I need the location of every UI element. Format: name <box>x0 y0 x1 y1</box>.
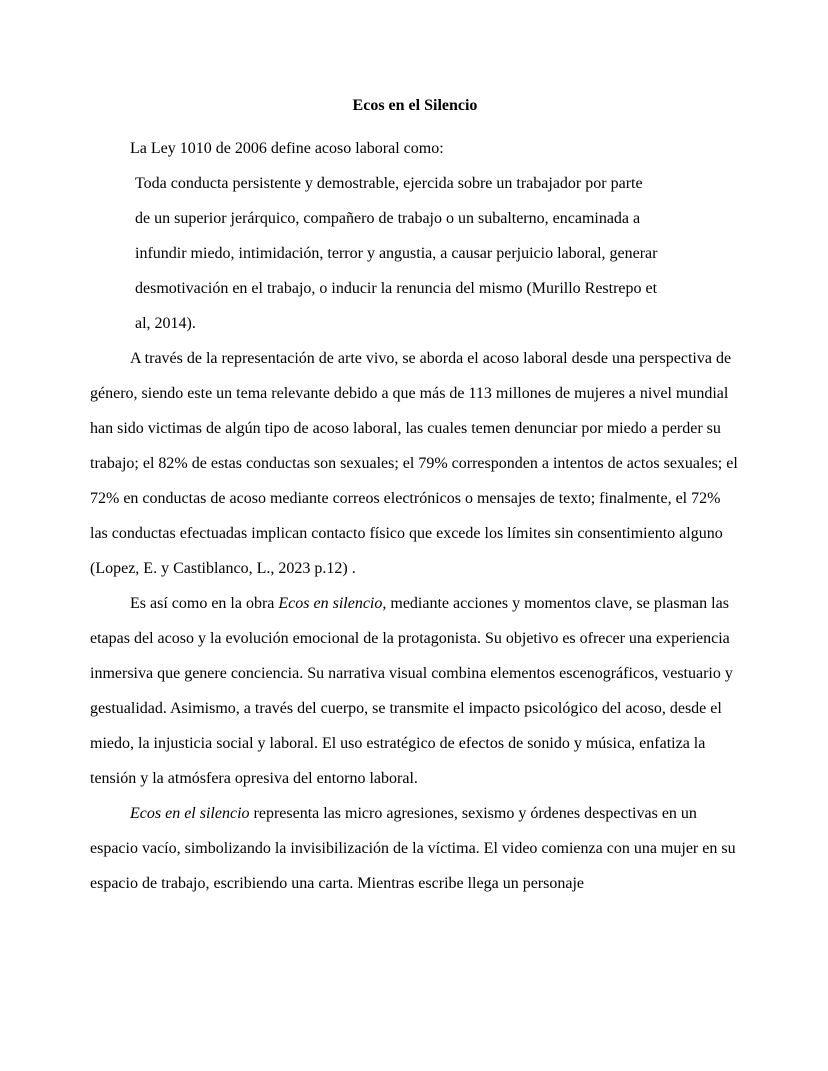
document-title: Ecos en el Silencio <box>352 97 478 114</box>
text-run: Es así como en la obra <box>130 595 279 612</box>
text-run: representa las micro agresiones, sexismo y órdenes despectivas en un espacio vacío, simbolizando la invisibilización de la víctima. El video comienza con una mujer en su espacio de trabajo, escribiendo una carta. Mientras escribe llega un personaje <box>90 805 736 892</box>
block-quote: Toda conducta persistente y demostrable, ejercida sobre un trabajador por parte de un superior jerárquico, compañero de trabajo o un subalterno, encaminada a infundir miedo, intimidación, terror y angustia, a causar perjuicio laboral, generar desmotivación en el trabajo, o inducir la renuncia del mismo (Murillo Restrepo et al, 2014). <box>135 175 658 332</box>
paragraph-representa <box>90 796 740 901</box>
text-run: mediante acciones y momentos clave, se plasman las etapas del acoso y la evolución emocional de la protagonista. Su objetivo es ofrecer una experiencia inmersiva que genere conciencia. Su narrativa visual combina elementos escenográficos, vestuario y gestualidad. Asimismo, a través del cuerpo, se transmite el impacto psicológico del acoso, desde el miedo, la injusticia social y laboral. El uso estratégico de efectos de sonido y música, enfatiza la tensión y la atmósfera opresiva del entorno laboral. <box>90 595 733 787</box>
text-run-italic-title: Ecos en silencio, <box>278 595 387 612</box>
paragraph-statistics: A través de la representación de arte vivo, se aborda el acoso laboral desde una perspectiva de género, siendo este un tema relevante debido a que más de 113 millones de mujeres a nivel mundial han sido victimas de algún tipo de acoso laboral, las cuales temen denunciar por miedo a perder su trabajo; el 82% de estas conductas son sexuales; el 79% corresponden a intentos de actos sexuales; el 72% en conductas de acoso mediante correos electrónicos o mensajes de texto; finalmente, el 72% las conductas efectuadas implican contacto físico que excede los límites sin consentimiento alguno (Lopez, E. y Castiblanco, L., 2023 p.12) . <box>90 350 738 577</box>
text-run-italic-title: Ecos en el silencio <box>130 805 250 822</box>
paragraph-intro: La Ley 1010 de 2006 define acoso laboral como: <box>130 140 444 157</box>
paragraph-obra <box>90 586 740 796</box>
